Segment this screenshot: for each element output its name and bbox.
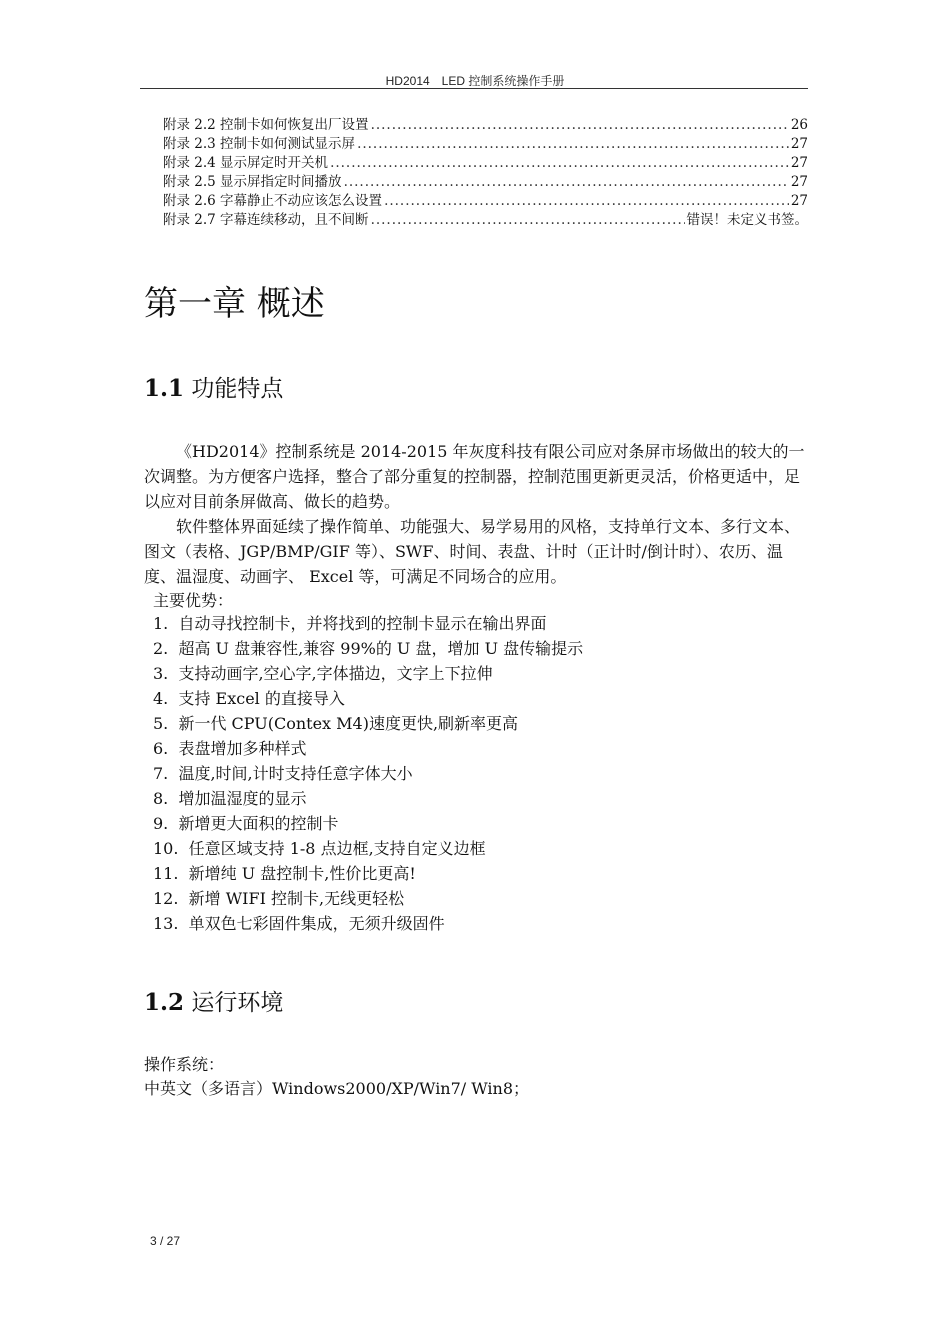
toc-leader-dots — [344, 173, 789, 192]
os-label: 操作系统： — [144, 1055, 225, 1074]
toc-entry-label: 附录 2.3 控制卡如何测试显示屏 — [163, 136, 356, 152]
running-header: HD2014 LED 控制系统操作手册 — [385, 74, 565, 88]
section-number: 1.1 — [144, 375, 185, 402]
intro-paragraph: 《HD2014》控制系统是 2014-2015 年灰度科技有限公司应对条屏市场做出的较大的一次调整。为方便客户选择，整合了部分重复的控制器，控制范围更新更灵活，价格更适中，足以应对目前条屏做高、做长的趋势。 — [144, 442, 805, 511]
toc-entry[interactable] — [163, 211, 808, 230]
list-item: 10. 任意区域支持 1-8 点边框,支持自定义边框 — [153, 839, 486, 858]
toc-entry-page: 26 — [790, 117, 808, 133]
toc-leader-dots — [371, 211, 685, 230]
toc-leader-dots — [357, 135, 789, 154]
list-item: 6. 表盘增加多种样式 — [153, 739, 307, 758]
list-item: 11. 新增纯 U 盘控制卡,性价比更高! — [153, 864, 416, 883]
toc-leader-dots — [371, 116, 789, 135]
toc-entry-label: 附录 2.4 显示屏定时开关机 — [163, 155, 329, 171]
toc-entry-page: 错误！未定义书签。 — [686, 212, 808, 228]
toc-entry[interactable] — [163, 173, 808, 192]
toc-entry-label: 附录 2.2 控制卡如何恢复出厂设置 — [163, 117, 369, 133]
toc-entry-page: 27 — [790, 174, 808, 190]
advantages-label: 主要优势： — [153, 591, 234, 610]
toc-entry[interactable] — [163, 116, 808, 135]
toc-entry[interactable] — [163, 154, 808, 173]
list-item: 8. 增加温湿度的显示 — [153, 789, 307, 808]
toc-entry-page: 27 — [790, 136, 808, 152]
section-number: 1.2 — [144, 989, 185, 1016]
section-title: 运行环境 — [191, 990, 284, 1016]
list-item: 3. 支持动画字,空心字,字体描边，文字上下拉伸 — [153, 664, 493, 683]
list-item: 9. 新增更大面积的控制卡 — [153, 814, 339, 833]
toc-entry[interactable] — [163, 135, 808, 154]
toc-entry[interactable] — [163, 192, 808, 211]
toc-entry-label: 附录 2.5 显示屏指定时间播放 — [163, 174, 342, 190]
os-value: 中英文（多语言）Windows2000/XP/Win7/ Win8； — [144, 1079, 530, 1098]
section-heading-environment — [144, 984, 283, 1017]
header-rule — [140, 88, 808, 89]
list-item: 7. 温度,时间,计时支持任意字体大小 — [153, 764, 413, 783]
list-item: 4. 支持 Excel 的直接导入 — [153, 689, 345, 708]
toc-entry-label: 附录 2.7 字幕连续移动，且不间断 — [163, 212, 369, 228]
page-number: 3 / 27 — [150, 1234, 181, 1248]
list-item: 1. 自动寻找控制卡，并将找到的控制卡显示在输出界面 — [153, 614, 547, 633]
toc-leader-dots — [384, 192, 789, 211]
list-item: 13. 单双色七彩固件集成，无须升级固件 — [153, 914, 445, 933]
list-item: 2. 超高 U 盘兼容性,兼容 99%的 U 盘，增加 U 盘传输提示 — [153, 639, 584, 658]
toc-entry-label: 附录 2.6 字幕静止不动应该怎么设置 — [163, 193, 383, 209]
section-heading-features — [144, 370, 283, 403]
advantages-list — [153, 611, 583, 936]
features-paragraph: 软件整体界面延续了操作简单、功能强大、易学易用的风格，支持单行文本、多行文本、图文（表格、JGP/BMP/GIF 等）、SWF、时间、表盘、计时（正计时/倒计时）、农历、温度、温湿度、动画字、 Excel 等，可满足不同场合的应用。 — [144, 517, 801, 586]
chapter-title: 第一章 概述 — [144, 284, 325, 324]
table-of-contents — [163, 116, 808, 230]
toc-entry-page: 27 — [790, 193, 808, 209]
section-title: 功能特点 — [191, 376, 284, 402]
toc-leader-dots — [330, 154, 789, 173]
list-item: 12. 新增 WIFI 控制卡,无线更轻松 — [153, 889, 405, 908]
toc-entry-page: 27 — [790, 155, 808, 171]
list-item: 5. 新一代 CPU(Contex M4)速度更快,刷新率更高 — [153, 714, 519, 733]
